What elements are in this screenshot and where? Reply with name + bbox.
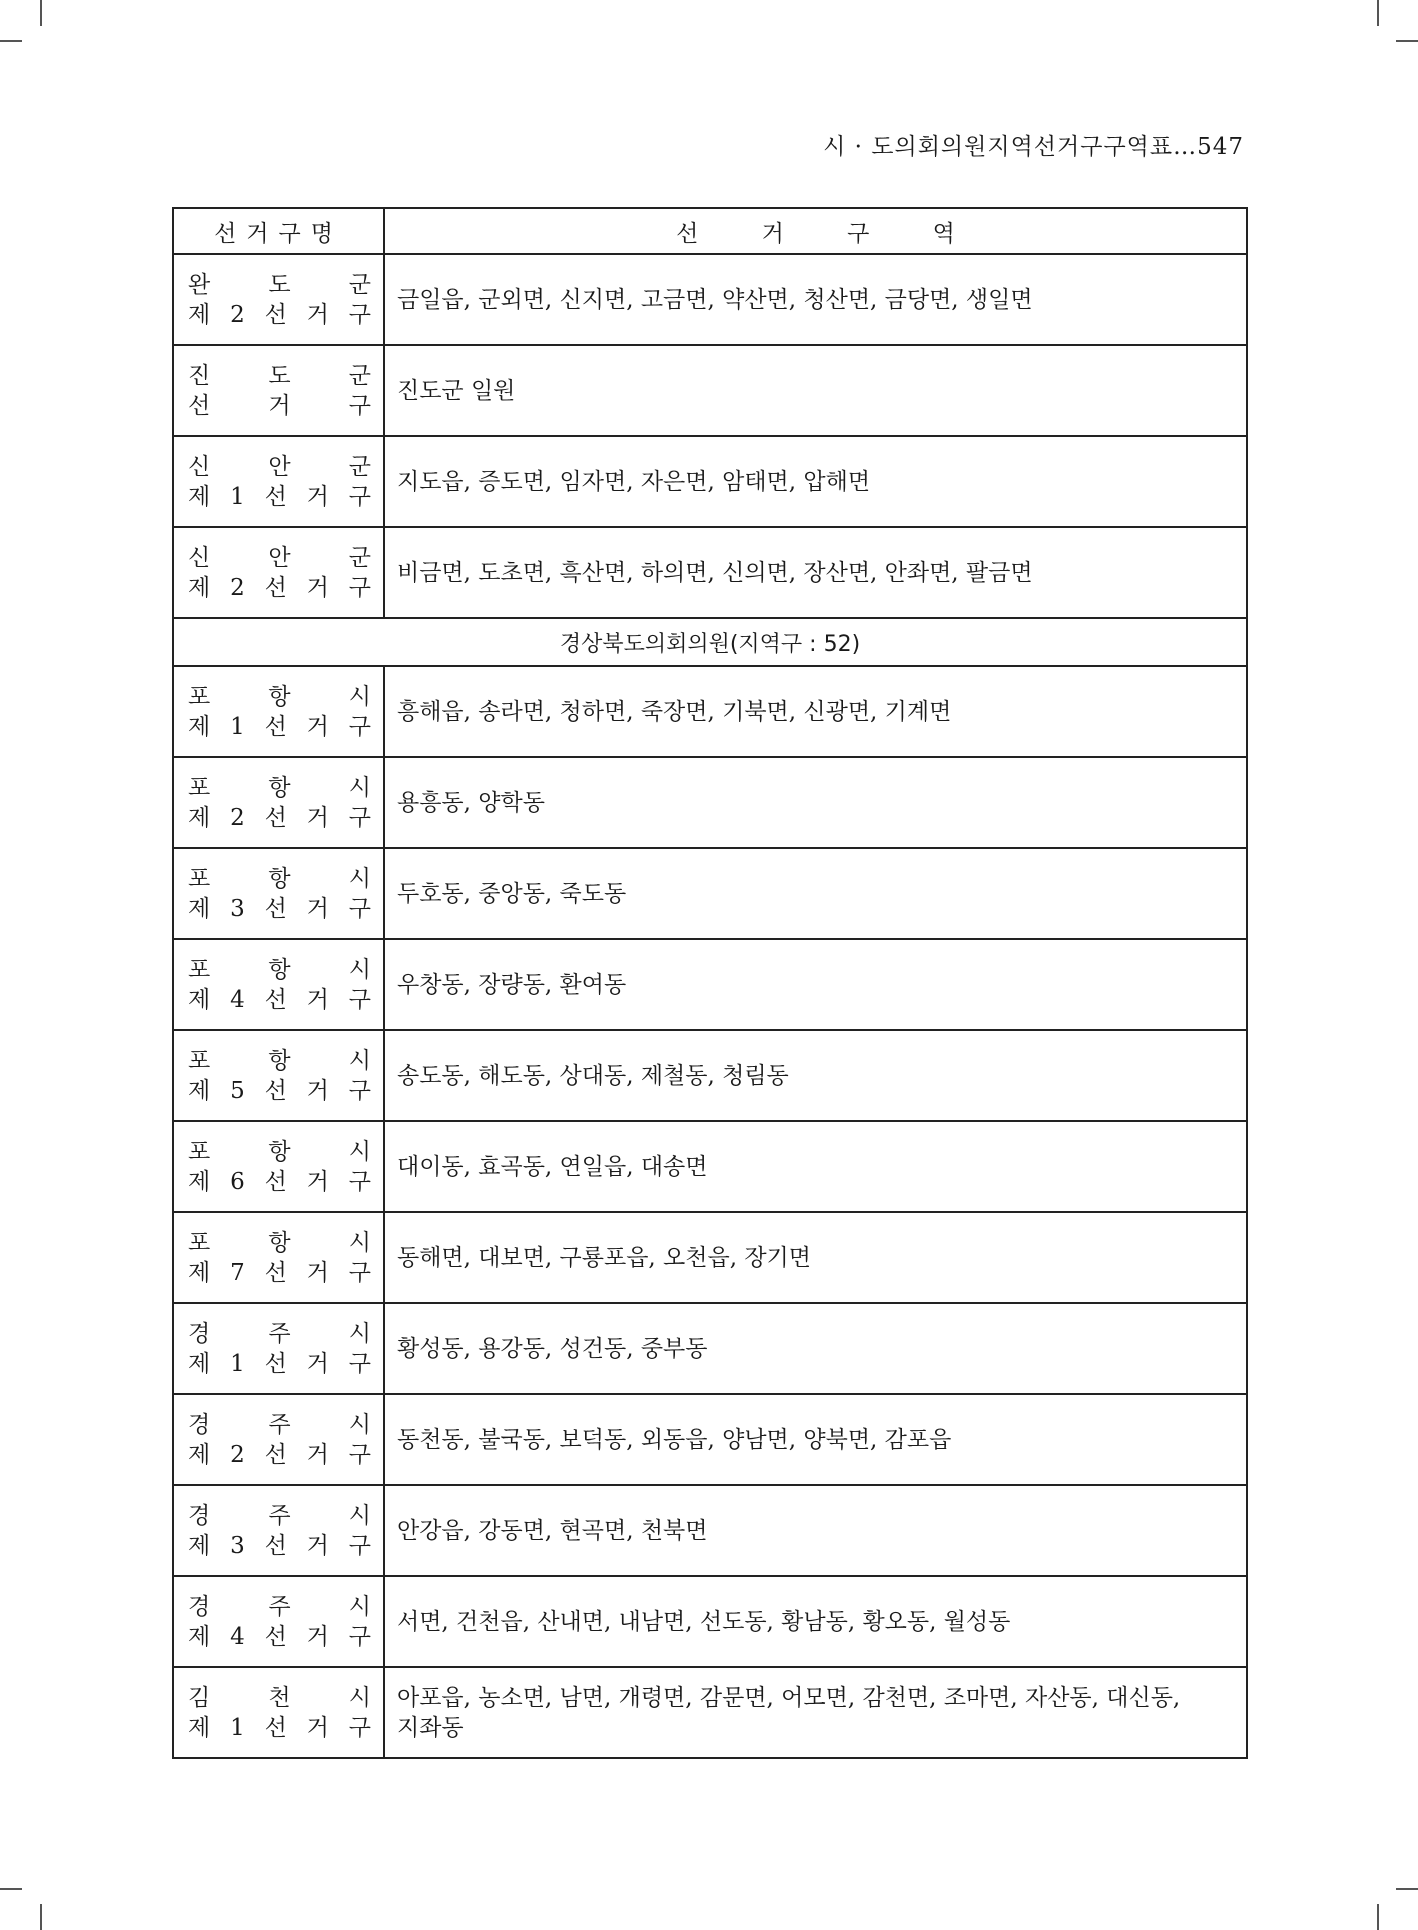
district-name-char: 군 [348,544,371,571]
district-name-char: 거 [306,1441,329,1468]
table-row [173,527,1247,618]
district-name-line [174,682,383,712]
district-name-char: 시 [348,774,371,801]
district-name-char: 구 [348,1259,371,1286]
district-area-cell: 우창동, 장량동, 환여동 [384,939,1247,1030]
district-name-char: 선 [264,574,287,601]
district-name-char: 2 [230,574,245,601]
district-name-line [174,300,383,330]
district-name-char: 구 [348,392,371,419]
table-row [173,1121,1247,1212]
district-name-char: 4 [230,986,245,1013]
district-name-char: 선 [264,986,287,1013]
district-name-char: 포 [188,683,211,710]
district-name-line [174,1440,383,1470]
crop-mark [1377,1904,1379,1930]
district-name-char: 제 [188,1441,211,1468]
district-name-char: 주 [268,1320,291,1347]
district-name-cell [173,1667,384,1758]
district-name-char: 거 [306,986,329,1013]
district-name-char: 구 [348,574,371,601]
district-name-line [174,955,383,985]
district-area-cell: 흥해읍, 송라면, 청하면, 죽장면, 기북면, 신광면, 기계면 [384,666,1247,757]
district-name-char: 선 [264,713,287,740]
district-area-cell: 두호동, 중앙동, 죽도동 [384,848,1247,939]
table-row [173,1212,1247,1303]
district-name-char: 구 [348,895,371,922]
district-name-line [174,1076,383,1106]
district-name-line [174,573,383,603]
district-name-char: 5 [230,1077,245,1104]
district-name-char: 경 [188,1502,211,1529]
district-name-char: 포 [188,1229,211,1256]
district-name-char: 제 [188,1077,211,1104]
electoral-district-table [172,207,1248,1759]
table-row [173,1485,1247,1576]
district-name-line [174,773,383,803]
table-row [173,254,1247,345]
district-name-line [174,1683,383,1713]
district-name-char: 선 [264,1441,287,1468]
table-row [173,436,1247,527]
district-name-char: 거 [306,1532,329,1559]
district-area-cell: 서면, 건천읍, 산내면, 내남면, 선도동, 황남동, 황오동, 월성동 [384,1576,1247,1667]
district-name-char: 7 [230,1259,245,1286]
district-name-char: 경 [188,1320,211,1347]
district-name-line [174,361,383,391]
district-area-cell: 지도읍, 증도면, 임자면, 자은면, 암태면, 압해면 [384,436,1247,527]
district-name-char: 시 [348,1047,371,1074]
crop-mark [1396,1888,1418,1890]
district-area-cell: 용흥동, 양학동 [384,757,1247,848]
district-name-char: 2 [230,301,245,328]
district-name-char: 항 [268,865,291,892]
district-name-char: 완 [188,271,211,298]
district-name-char: 선 [264,1714,287,1741]
district-name-char: 6 [230,1168,245,1195]
district-name-char: 선 [264,301,287,328]
district-area-cell: 황성동, 용강동, 성건동, 중부동 [384,1303,1247,1394]
district-name-line [174,1319,383,1349]
district-area-cell: 안강읍, 강동면, 현곡면, 천북면 [384,1485,1247,1576]
district-name-line [174,1228,383,1258]
district-name-char: 구 [348,986,371,1013]
district-name-cell [173,1485,384,1576]
district-name-char: 거 [306,1623,329,1650]
district-name-char: 김 [188,1684,211,1711]
district-name-char: 안 [268,544,291,571]
district-name-char: 구 [348,1714,371,1741]
district-name-char: 포 [188,956,211,983]
table-row [173,939,1247,1030]
district-name-line [174,1713,383,1743]
district-name-char: 구 [348,483,371,510]
district-name-cell [173,527,384,618]
district-name-char: 시 [348,865,371,892]
district-name-line [174,452,383,482]
district-name-char: 거 [306,1259,329,1286]
district-name-line [174,1046,383,1076]
district-name-char: 1 [230,1350,245,1377]
table-row [173,1667,1247,1758]
district-name-char: 항 [268,1047,291,1074]
crop-mark [0,40,22,42]
district-area-cell: 금일읍, 군외면, 신지면, 고금면, 약산면, 청산면, 금당면, 생일면 [384,254,1247,345]
district-name-char: 군 [348,271,371,298]
district-name-char: 1 [230,1714,245,1741]
district-name-char: 거 [306,301,329,328]
column-header-district-area: 선 거 구 역 [384,208,1247,254]
district-name-cell [173,757,384,848]
district-name-char: 거 [306,1168,329,1195]
district-name-line [174,391,383,421]
district-name-line [174,270,383,300]
district-name-char: 1 [230,713,245,740]
district-name-char: 거 [306,1077,329,1104]
district-name-char: 선 [264,895,287,922]
district-name-char: 경 [188,1593,211,1620]
district-name-line [174,543,383,573]
district-area-cell: 동천동, 불국동, 보덕동, 외동읍, 양남면, 양북면, 감포읍 [384,1394,1247,1485]
district-name-char: 2 [230,804,245,831]
district-name-cell [173,848,384,939]
district-name-char: 제 [188,1623,211,1650]
district-name-cell [173,345,384,436]
district-name-line [174,1410,383,1440]
district-name-line [174,1349,383,1379]
table-body-bottom [173,666,1247,1758]
district-name-cell [173,436,384,527]
district-name-char: 시 [348,683,371,710]
district-name-cell [173,666,384,757]
district-name-char: 시 [348,1411,371,1438]
district-name-char: 주 [268,1411,291,1438]
district-name-line [174,1167,383,1197]
district-name-line [174,1622,383,1652]
table-row [173,848,1247,939]
district-name-char: 선 [264,483,287,510]
district-name-cell [173,1576,384,1667]
district-name-char: 항 [268,774,291,801]
district-name-char: 제 [188,301,211,328]
district-name-char: 제 [188,483,211,510]
district-name-char: 포 [188,774,211,801]
district-name-char: 구 [348,1168,371,1195]
district-name-cell [173,254,384,345]
district-area-cell: 동해면, 대보면, 구룡포읍, 오천읍, 장기면 [384,1212,1247,1303]
district-name-char: 시 [348,1320,371,1347]
district-name-char: 거 [268,392,291,419]
district-name-char: 제 [188,574,211,601]
section-row [173,618,1247,666]
district-name-char: 시 [348,1684,371,1711]
district-name-char: 구 [348,1623,371,1650]
table-row [173,1303,1247,1394]
district-name-char: 포 [188,865,211,892]
district-name-char: 항 [268,956,291,983]
district-name-char: 시 [348,1229,371,1256]
district-name-char: 선 [264,1623,287,1650]
section-title: 경상북도의회의원(지역구 : 52) [173,618,1247,666]
district-name-line [174,482,383,512]
table-row [173,1030,1247,1121]
district-name-char: 포 [188,1047,211,1074]
district-name-cell [173,1030,384,1121]
district-name-char: 거 [306,713,329,740]
district-name-line [174,1592,383,1622]
district-area-cell: 진도군 일원 [384,345,1247,436]
running-header: 시 · 도의회의원지역선거구구역표…547 [823,134,1244,160]
district-name-char: 제 [188,713,211,740]
district-name-char: 천 [268,1684,291,1711]
district-name-char: 군 [348,362,371,389]
district-name-char: 신 [188,453,211,480]
table-row [173,1576,1247,1667]
table-row [173,757,1247,848]
district-name-char: 선 [188,392,211,419]
district-name-cell [173,1303,384,1394]
district-name-char: 구 [348,1441,371,1468]
table-header-row [173,208,1247,254]
district-name-line [174,1137,383,1167]
district-name-char: 진 [188,362,211,389]
district-name-char: 항 [268,1229,291,1256]
district-name-char: 군 [348,453,371,480]
table-row [173,345,1247,436]
crop-mark [40,1904,42,1930]
district-name-line [174,985,383,1015]
district-name-char: 제 [188,804,211,831]
district-name-char: 구 [348,301,371,328]
crop-mark [1377,0,1379,26]
table-row [173,666,1247,757]
district-name-cell [173,1212,384,1303]
district-name-char: 항 [268,1138,291,1165]
district-name-char: 선 [264,1168,287,1195]
district-name-char: 시 [348,1138,371,1165]
district-name-char: 구 [348,1077,371,1104]
district-name-char: 제 [188,1168,211,1195]
district-name-char: 선 [264,804,287,831]
district-name-char: 거 [306,483,329,510]
district-name-char: 거 [306,574,329,601]
district-name-cell [173,939,384,1030]
district-name-char: 제 [188,1714,211,1741]
district-name-char: 제 [188,1259,211,1286]
district-name-line [174,1501,383,1531]
district-name-char: 선 [264,1077,287,1104]
district-name-char: 4 [230,1623,245,1650]
district-name-char: 안 [268,453,291,480]
district-area-cell: 송도동, 해도동, 상대동, 제철동, 청림동 [384,1030,1247,1121]
district-name-char: 구 [348,713,371,740]
district-name-line [174,864,383,894]
district-area-cell: 대이동, 효곡동, 연일읍, 대송면 [384,1121,1247,1212]
district-name-char: 1 [230,483,245,510]
district-name-line [174,894,383,924]
district-name-char: 시 [348,1593,371,1620]
crop-mark [1396,40,1418,42]
district-name-char: 구 [348,804,371,831]
district-name-char: 거 [306,895,329,922]
district-name-char: 거 [306,1350,329,1377]
district-name-char: 도 [268,362,291,389]
district-name-line [174,1531,383,1561]
district-name-char: 신 [188,544,211,571]
district-name-char: 구 [348,1350,371,1377]
district-name-char: 도 [268,271,291,298]
column-header-district-name: 선거구명 [173,208,384,254]
district-name-char: 구 [348,1532,371,1559]
district-name-char: 시 [348,956,371,983]
district-name-char: 포 [188,1138,211,1165]
district-name-line [174,1258,383,1288]
district-name-char: 2 [230,1441,245,1468]
district-name-char: 제 [188,1350,211,1377]
district-name-line [174,712,383,742]
crop-mark [0,1888,22,1890]
district-name-char: 3 [230,895,245,922]
district-name-char: 선 [264,1532,287,1559]
district-area-cell: 아포읍, 농소면, 남면, 개령면, 감문면, 어모면, 감천면, 조마면, 자산동, 대신동, 지좌동 [384,1667,1247,1758]
district-name-char: 주 [268,1593,291,1620]
district-name-cell [173,1121,384,1212]
district-name-char: 3 [230,1532,245,1559]
district-name-cell [173,1394,384,1485]
district-name-char: 제 [188,986,211,1013]
district-name-char: 시 [348,1502,371,1529]
district-name-char: 선 [264,1350,287,1377]
table-row [173,1394,1247,1485]
district-name-char: 주 [268,1502,291,1529]
table-body-top [173,254,1247,618]
district-name-char: 제 [188,1532,211,1559]
district-name-char: 항 [268,683,291,710]
district-area-cell: 비금면, 도초면, 흑산면, 하의면, 신의면, 장산면, 안좌면, 팔금면 [384,527,1247,618]
district-name-char: 제 [188,895,211,922]
district-name-char: 경 [188,1411,211,1438]
district-name-char: 거 [306,1714,329,1741]
table-section [173,618,1247,666]
crop-mark [40,0,42,26]
district-name-char: 선 [264,1259,287,1286]
district-name-line [174,803,383,833]
district-name-char: 거 [306,804,329,831]
